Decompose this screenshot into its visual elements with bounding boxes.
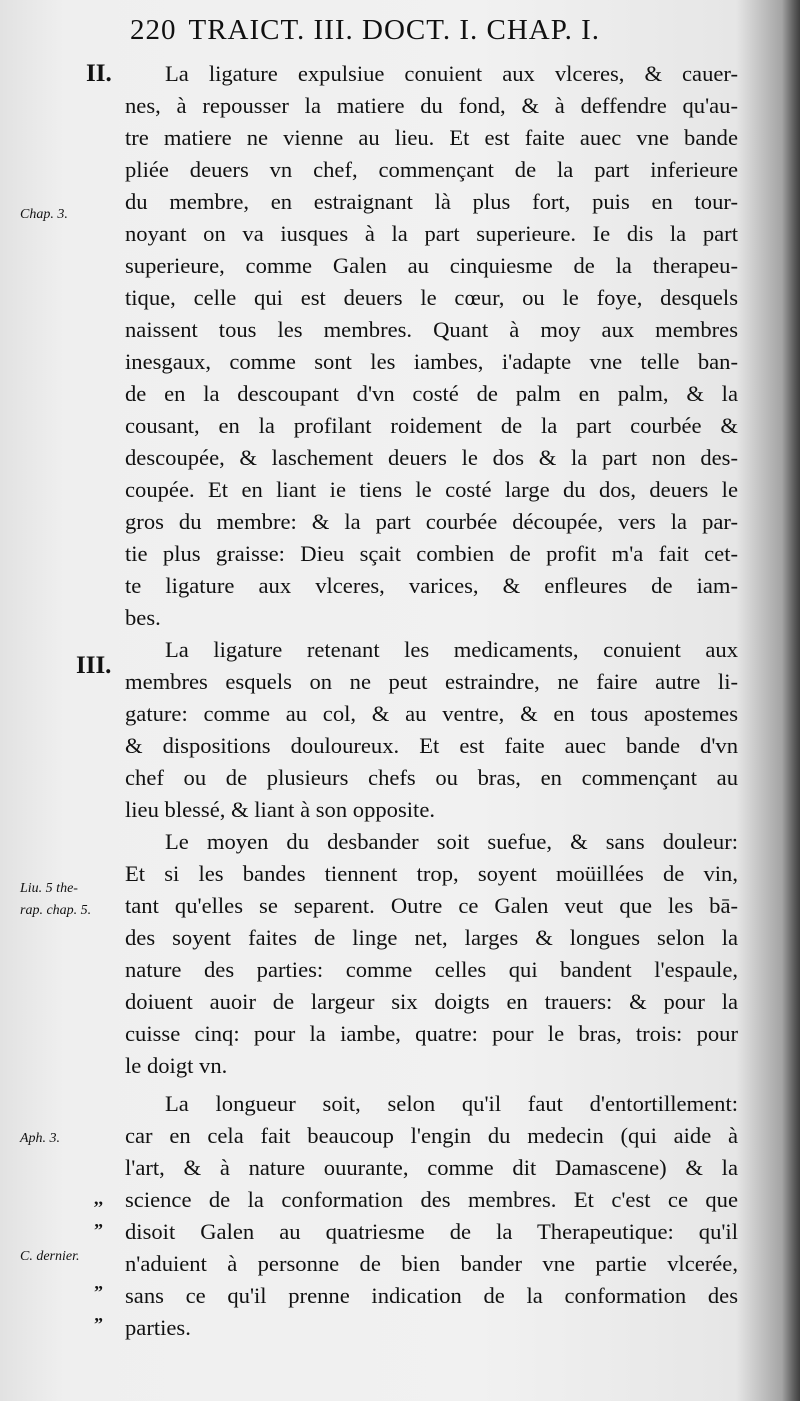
page-edge-shadow bbox=[782, 0, 800, 1401]
page-number: 220 bbox=[130, 14, 177, 46]
margin-note-chap3: Chap. 3. bbox=[20, 207, 68, 222]
text-line: La longueur soit, selon qu'il faut d'entortillement: bbox=[165, 1091, 738, 1116]
text-line: tie plus graisse: Dieu sçait combien de profit m'a fait cet- bbox=[125, 541, 738, 566]
text-line: chef ou de plusieurs chefs ou bras, en commençant au bbox=[125, 765, 738, 790]
text-line: tre matiere ne vienne au lieu. Et est faite auec vne bande bbox=[125, 125, 738, 150]
text-line: parties. bbox=[125, 1315, 191, 1340]
text-line: pliée deuers vn chef, commençant de la part inferieure bbox=[125, 157, 738, 182]
text-line: te ligature aux vlceres, varices, & enfleures de iam- bbox=[125, 573, 738, 598]
text-line: disoit Galen au quatriesme de la Therapeutique: qu'il bbox=[125, 1219, 738, 1244]
text-line: noyant on va iusques à la part superieure. Ie dis la part bbox=[125, 221, 738, 246]
text-line: coupée. Et en liant ie tiens le costé large du dos, deuers le bbox=[125, 477, 738, 502]
text-line: gros du membre: & la part courbée découpée, vers la par- bbox=[125, 509, 738, 534]
margin-note-liu5-line1: Liu. 5 the- bbox=[20, 881, 78, 896]
text-line: science de la conformation des membres. Et c'est ce que bbox=[125, 1187, 738, 1212]
text-line: inesgaux, comme sont les iambes, i'adapte vne telle ban- bbox=[125, 349, 738, 374]
quote-mark: ” bbox=[94, 1220, 103, 1240]
text-line: tant qu'elles se separent. Outre ce Galen veut que les bā- bbox=[125, 893, 738, 918]
text-line: car en cela fait beaucoup l'engin du medecin (qui aide à bbox=[125, 1123, 738, 1148]
quote-mark: ” bbox=[94, 1314, 103, 1334]
text-line: & dispositions douloureux. Et est faite auec bande d'vn bbox=[125, 733, 738, 758]
text-line: membres esquels on ne peut estraindre, ne faire autre li- bbox=[125, 669, 738, 694]
text-line: sans ce qu'il prenne indication de la conformation des bbox=[125, 1283, 738, 1308]
text-line: nature des parties: comme celles qui bandent l'espaule, bbox=[125, 957, 738, 982]
section-numeral-iii: III. bbox=[76, 652, 112, 679]
text-line: bes. bbox=[125, 605, 161, 630]
text-line: de en la descoupant d'vn costé de palm en palm, & la bbox=[125, 381, 738, 406]
text-line: le doigt vn. bbox=[125, 1053, 228, 1078]
text-line: lieu blessé, & liant à son opposite. bbox=[125, 797, 435, 822]
text-line: l'art, & à nature ouurante, comme dit Damascene) & la bbox=[125, 1155, 738, 1180]
text-line: La ligature expulsiue conuient aux vlceres, & cauer- bbox=[165, 61, 738, 86]
section-numeral-ii: II. bbox=[86, 60, 112, 87]
text-line: cousant, en la profilant roidement de la part courbée & bbox=[125, 413, 738, 438]
margin-note-aph3: Aph. 3. bbox=[20, 1131, 61, 1146]
text-line: tique, celle qui est deuers le cœur, ou le foye, desquels bbox=[125, 285, 738, 310]
margin-note-c-dernier: C. dernier. bbox=[20, 1249, 80, 1264]
text-line: descoupée, & laschement deuers le dos & la part non des- bbox=[125, 445, 738, 470]
text-line: naissent tous les membres. Quant à moy aux membres bbox=[125, 317, 738, 342]
text-line: Le moyen du desbander soit suefue, & sans douleur: bbox=[165, 829, 738, 854]
text-line: Et si les bandes tiennent trop, soyent moüillées de vin, bbox=[125, 861, 738, 886]
text-line: superieure, comme Galen au cinquiesme de la therapeu- bbox=[125, 253, 738, 278]
running-header bbox=[130, 14, 730, 47]
text-line: gature: comme au col, & au ventre, & en tous apostemes bbox=[125, 701, 738, 726]
quote-mark: ,, bbox=[94, 1188, 103, 1208]
text-line: du membre, en estraignant là plus fort, puis en tour- bbox=[125, 189, 738, 214]
text-line: cuisse cinq: pour la iambe, quatre: pour le bras, trois: pour bbox=[125, 1021, 738, 1046]
text-line: n'aduient à personne de bien bander vne partie vlcerée, bbox=[125, 1251, 738, 1276]
text-line: nes, à repousser la matiere du fond, & à deffendre qu'au- bbox=[125, 93, 738, 118]
text-line: doiuent auoir de largeur six doigts en trauers: & pour la bbox=[125, 989, 738, 1014]
margin-note-liu5-line2: rap. chap. 5. bbox=[20, 903, 92, 918]
running-title: TRAICT. III. DOCT. I. CHAP. I. bbox=[188, 14, 601, 46]
quote-mark: ” bbox=[94, 1282, 103, 1302]
text-line: La ligature retenant les medicaments, conuient aux bbox=[165, 637, 738, 662]
text-line: des soyent faites de linge net, larges & longues selon la bbox=[125, 925, 738, 950]
